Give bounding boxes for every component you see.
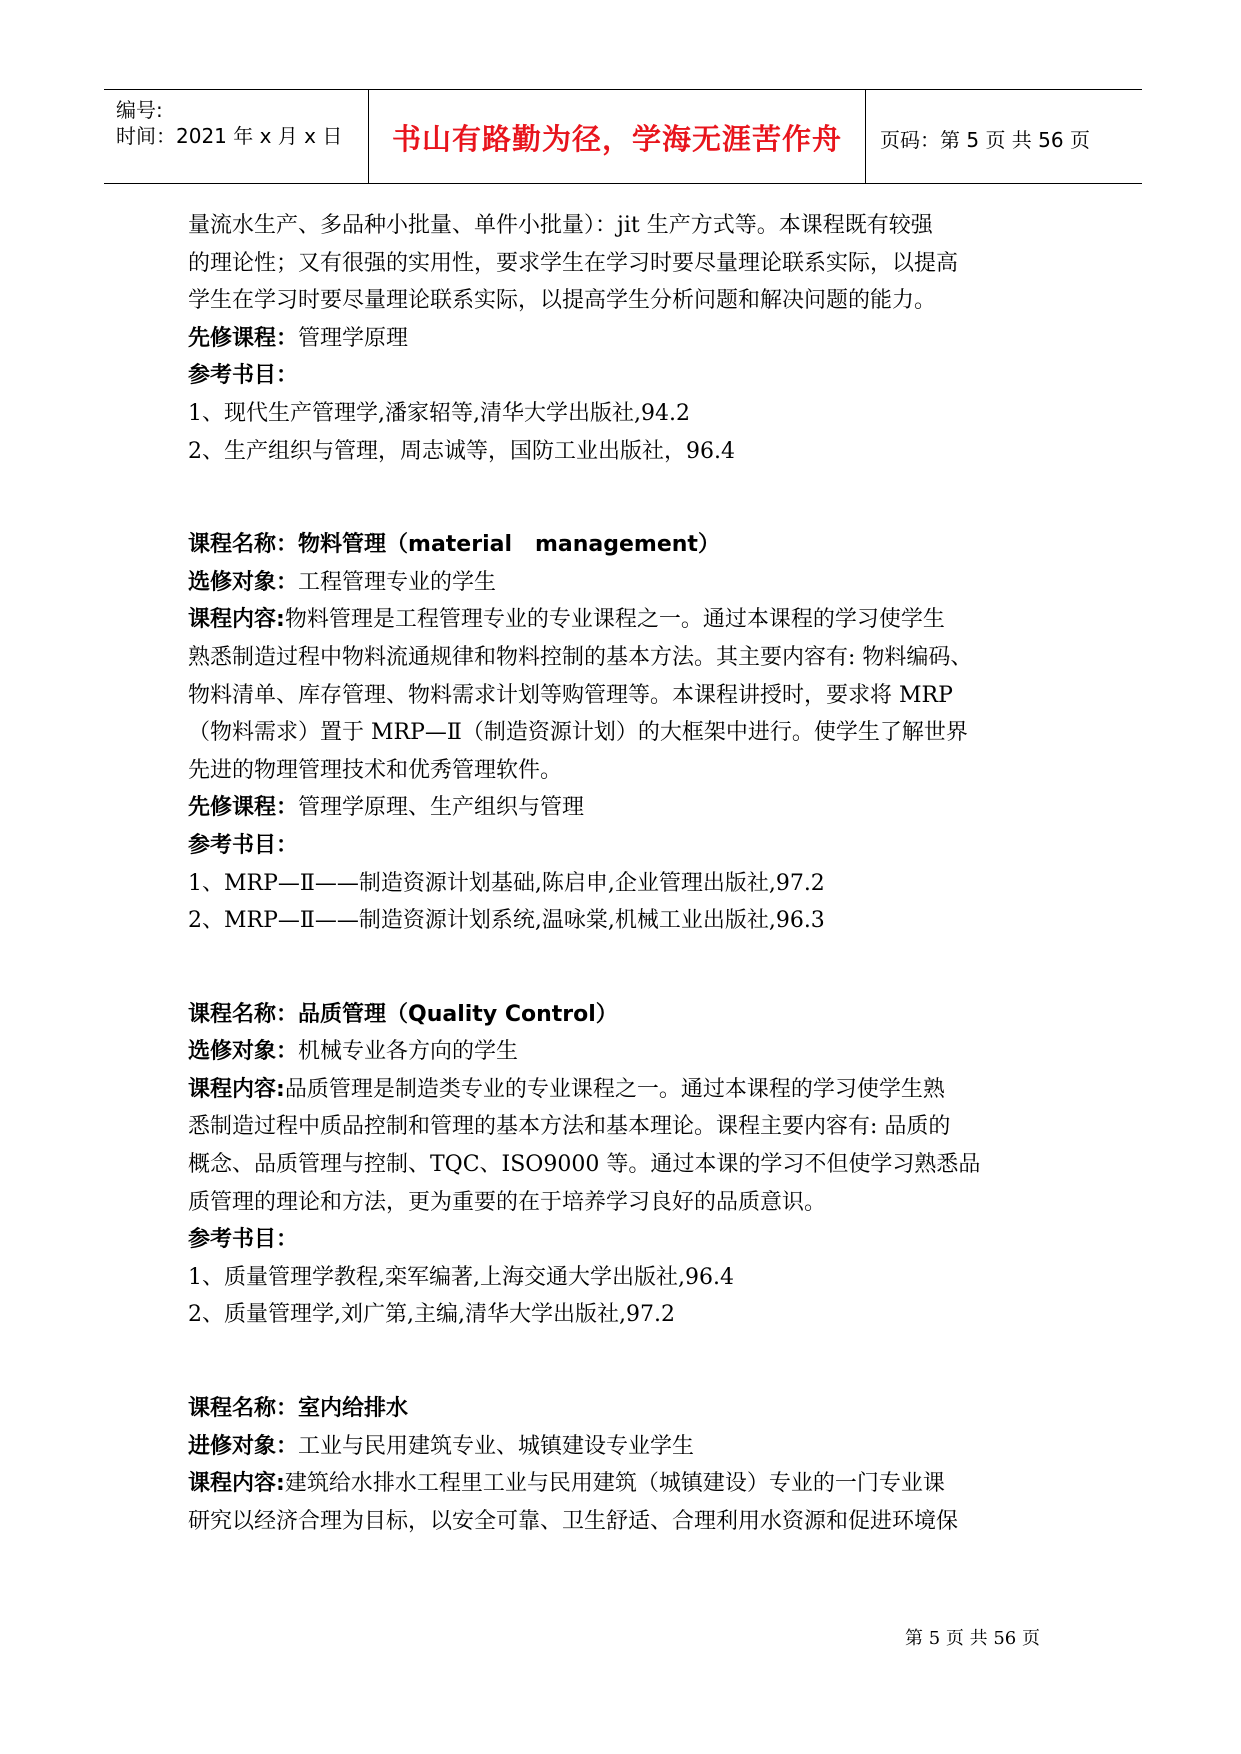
course-name: 物料管理（material management） — [298, 532, 720, 558]
course-target-line — [188, 1033, 1068, 1071]
page-header — [104, 89, 1142, 184]
course-content-text: 建筑给水排水工程里工业与民用建筑（城镇建设）专业的一门专业课 — [284, 1471, 945, 1497]
course-name-line — [188, 526, 1068, 564]
reference-item: 2、MRP—Ⅱ——制造资源计划系统,温咏棠,机械工业出版社,96.3 — [188, 908, 825, 934]
document-body — [188, 207, 1068, 1540]
paragraph-line: 概念、品质管理与控制、TQC、ISO9000 等。通过本课的学习不但使学习熟悉品 — [188, 1152, 981, 1178]
header-number-label: 编号: — [116, 98, 163, 122]
header-page-label: 页码：第 5 页 共 56 页 — [880, 128, 1090, 152]
paragraph-line: 量流水生产、多品种小批量、单件小批量）：jit 生产方式等。本课程既有较强 — [188, 213, 933, 238]
course-target: 机械专业各方向的学生 — [298, 1039, 519, 1065]
paragraph-line: 悉制造过程中质品控制和管理的基本方法和基本理论。课程主要内容有: 品质的 — [188, 1114, 951, 1140]
spacer — [188, 1334, 1068, 1390]
header-page-cell — [866, 90, 1142, 183]
reference-item: 1、质量管理学教程,栾军编著,上海交通大学出版社,96.4 — [188, 1264, 734, 1290]
course-target-line — [188, 1428, 1068, 1466]
paragraph-line: 的理论性；又有很强的实用性，要求学生在学习时要尽量理论联系实际，以提高 — [188, 250, 959, 276]
header-motto-cell — [369, 90, 866, 183]
course-content-text: 物料管理是工程管理专业的专业课程之一。通过本课程的学习使学生 — [284, 607, 945, 633]
course-name: 室内给排水 — [298, 1396, 409, 1422]
prereq-value: 管理学原理 — [298, 325, 409, 351]
paragraph-line: 熟悉制造过程中物料流通规律和物料控制的基本方法。其主要内容有: 物料编码、 — [188, 644, 973, 670]
course-content-text: 品质管理是制造类专业的专业课程之一。通过本课程的学习使学生熟 — [284, 1076, 945, 1102]
prereq-line — [188, 320, 1068, 358]
refs-label: 参考书目： — [188, 1227, 299, 1253]
course-target-label: 进修对象： — [188, 1433, 299, 1459]
reference-item: 1、MRP—Ⅱ——制造资源计划基础,陈启申,企业管理出版社,97.2 — [188, 870, 825, 896]
header-motto: 书山有路勤为径，学海无涯苦作舟 — [391, 122, 842, 156]
course-target: 工程管理专业的学生 — [298, 569, 497, 595]
paragraph-line: 学生在学习时要尽量理论联系实际，以提高学生分析问题和解决问题的能力。 — [188, 288, 937, 314]
refs-label: 参考书目： — [188, 832, 299, 858]
prereq-value: 管理学原理、生产组织与管理 — [298, 795, 585, 821]
paragraph-line: 先进的物理管理技术和优秀管理软件。 — [188, 757, 563, 783]
course-name-line — [188, 996, 1068, 1034]
course-name-label: 课程名称： — [188, 1001, 299, 1027]
course-target-label: 选修对象： — [188, 569, 299, 595]
reference-item: 1、现代生产管理学,潘家轺等,清华大学出版社,94.2 — [188, 400, 690, 426]
header-info-cell — [104, 90, 369, 183]
reference-item: 2、质量管理学,刘广第,主编,清华大学出版社,97.2 — [188, 1302, 675, 1328]
paragraph-line: 质管理的理论和方法，更为重要的在于培养学习良好的品质意识。 — [188, 1189, 827, 1215]
prereq-label: 先修课程： — [188, 325, 299, 351]
reference-item: 2、生产组织与管理，周志诚等，国防工业出版社，96.4 — [188, 438, 735, 464]
course-content-label: 课程内容: — [188, 1471, 285, 1497]
header-time-label: 时间：2021 年 x 月 x 日 — [116, 124, 343, 148]
course-target-label: 选修对象： — [188, 1039, 299, 1065]
paragraph-line: 研究以经济合理为目标，以安全可靠、卫生舒适、合理利用水资源和促进环境保 — [188, 1508, 959, 1534]
page-footer: 第 5 页 共 56 页 — [905, 1628, 1040, 1649]
refs-label: 参考书目： — [188, 363, 299, 389]
spacer — [188, 940, 1068, 996]
course-content-line — [188, 1465, 1068, 1503]
course-name-label: 课程名称： — [188, 1396, 299, 1422]
course-content-label: 课程内容: — [188, 607, 285, 633]
prereq-line — [188, 789, 1068, 827]
course-content-label: 课程内容: — [188, 1076, 285, 1102]
course-content-line — [188, 1071, 1068, 1109]
paragraph-line: （物料需求）置于 MRP—Ⅱ（制造资源计划）的大框架中进行。使学生了解世界 — [188, 720, 968, 746]
prereq-label: 先修课程： — [188, 795, 299, 821]
course-name-line — [188, 1390, 1068, 1428]
course-content-line — [188, 601, 1068, 639]
course-target-line — [188, 564, 1068, 602]
spacer — [188, 470, 1068, 526]
course-name: 品质管理（Quality Control） — [298, 1001, 618, 1027]
course-name-label: 课程名称： — [188, 532, 299, 558]
course-target: 工业与民用建筑专业、城镇建设专业学生 — [298, 1433, 695, 1459]
paragraph-line: 物料清单、库存管理、物料需求计划等购管理等。本课程讲授时，要求将 MRP — [188, 682, 953, 708]
